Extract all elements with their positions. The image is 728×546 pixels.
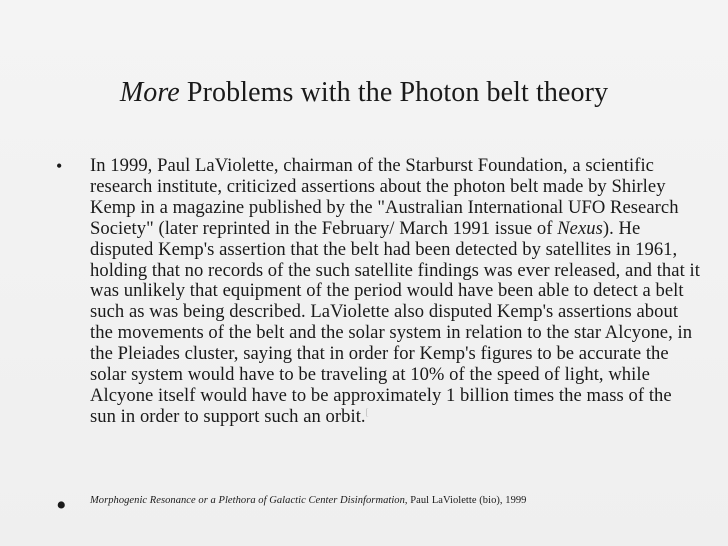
main-bullet-text [90, 156, 700, 428]
reference-text [90, 494, 710, 508]
bullet-icon: • [56, 156, 63, 176]
slide-title [0, 76, 728, 110]
reference-author-year: , Paul LaViolette (bio), 1999 [404, 495, 527, 506]
citation-link[interactable]: [ [365, 406, 369, 417]
nexus-magazine-title: Nexus [557, 217, 603, 239]
slide-title-italic: More [119, 77, 180, 108]
slide-title-rest: Problems with the Photon belt theory [179, 77, 609, 108]
bullet-icon: • [56, 489, 67, 522]
main-text-part-1: In 1999, Paul LaViolette, chairman of the Starburst Foundation, a scientific research institute, criticized assertions about the photon belt made by Shirley Kemp in a magazine published by the "Australian International UFO Research Society" (later reprinted in the February/ March 1991 issue of [90, 155, 679, 239]
main-text-part-2: ). He disputed Kemp's assertion that the belt had been detected by satellites in 1961, holding that no records of the such satellite findings was ever released, and that it was unlikely that equipment of the period would have been able to detect a belt such as was being described. LaViolette also disputed Kemp's assertions about the movements of the belt and the solar system in relation to the star Alcyone, in the Pleiades cluster, saying that in order for Kemp's figures to be accurate the solar system would have to be traveling at 10% of the speed of light, while Alcyone itself would have to be approximately 1 billion times the mass of the sun in order to support such an orbit. [90, 217, 700, 427]
reference-title: Morphogenic Resonance or a Plethora of Galactic Center Disinformation [90, 495, 405, 506]
